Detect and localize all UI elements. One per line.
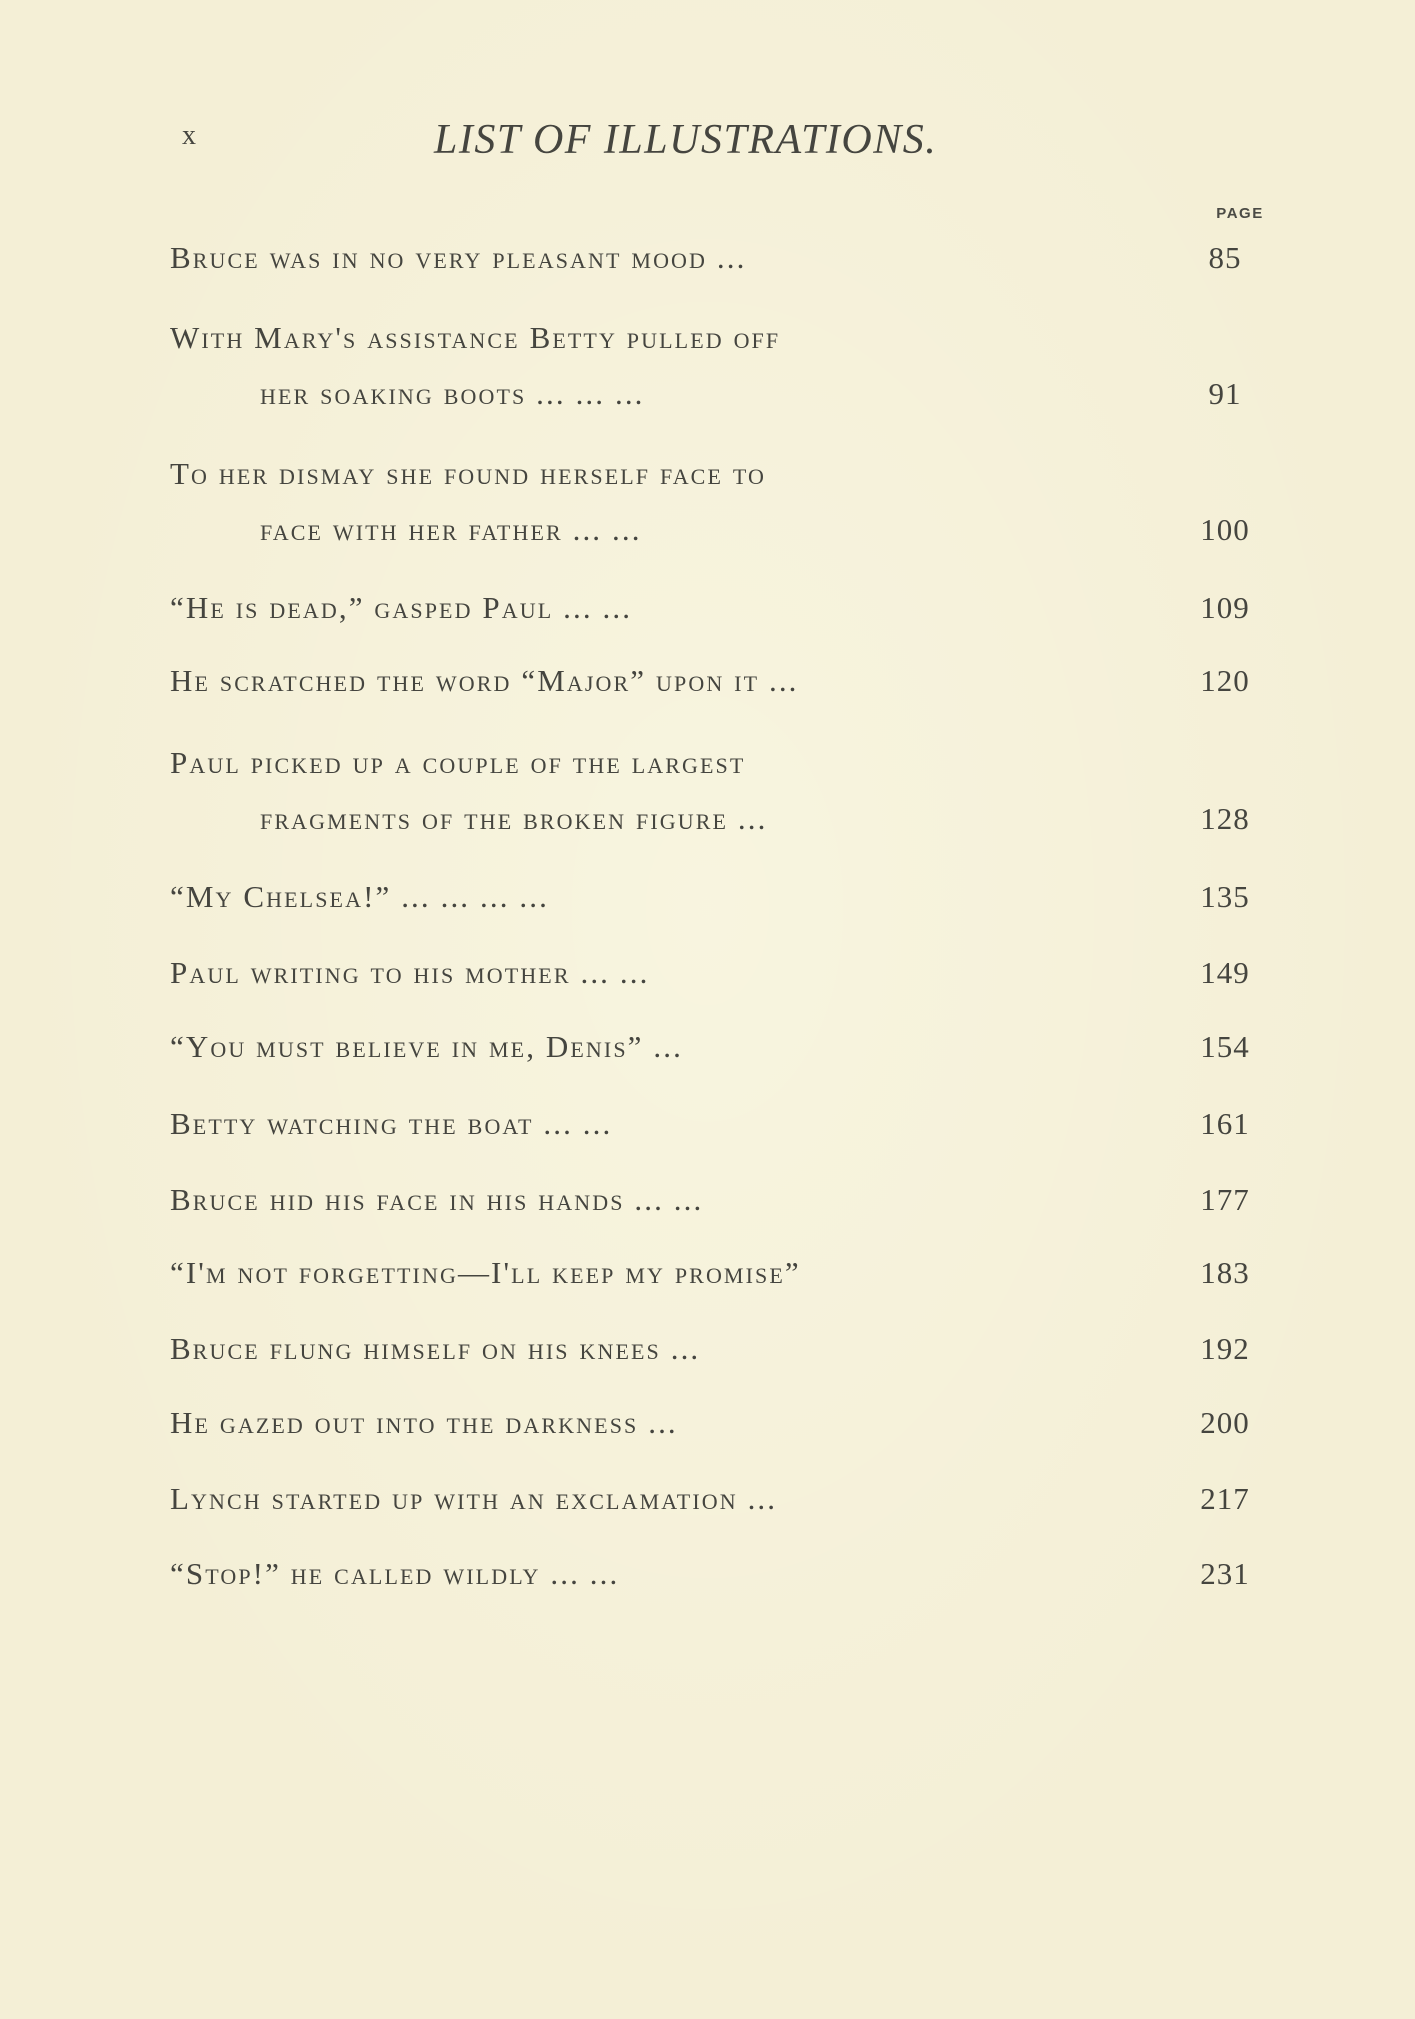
entry-page-number: 192: [1200, 1331, 1250, 1366]
list-item: [170, 1180, 1270, 1220]
list-item: [170, 318, 1270, 414]
entry-page-number: 161: [1200, 1106, 1250, 1141]
entry-caption-line: He gazed out into the darkness ...: [170, 1405, 678, 1440]
list-item: [170, 1253, 1270, 1293]
entry-page-number: 200: [1200, 1405, 1250, 1440]
list-item: [170, 1479, 1270, 1519]
list-item: [170, 743, 1270, 839]
entry-caption-line: Paul writing to his mother ... ...: [170, 955, 650, 990]
entry-page-number: 91: [1208, 376, 1242, 411]
list-item: [170, 877, 1270, 917]
list-item: [170, 588, 1270, 628]
entry-caption-line: “I'm not forgetting—I'll keep my promise”: [170, 1255, 801, 1290]
entry-page-number: 183: [1200, 1255, 1250, 1290]
entry-caption-line: With Mary's assistance Betty pulled off: [170, 320, 781, 355]
entry-page-number: 85: [1208, 240, 1242, 275]
entry-caption-line: He scratched the word “Major” upon it ...: [170, 663, 799, 698]
running-head: [0, 116, 1415, 166]
entry-caption-line: “He is dead,” gasped Paul ... ...: [170, 590, 633, 625]
entry-page-number: 135: [1200, 879, 1250, 914]
entry-caption-line: “Stop!” he called wildly ... ...: [170, 1556, 620, 1591]
entry-caption-line: “My Chelsea!” ... ... ... ...: [170, 879, 549, 914]
entry-page-number: 109: [1200, 590, 1250, 625]
page-title: LIST OF ILLUSTRATIONS.: [434, 117, 938, 163]
entry-page-number: 100: [1200, 512, 1250, 547]
entry-page-number: 154: [1200, 1029, 1250, 1064]
page-column-label: PAGE: [1216, 205, 1264, 222]
list-item: [170, 454, 1270, 550]
entry-caption-line: face with her father ... ...: [260, 512, 642, 547]
list-item: [170, 238, 1270, 278]
entry-page-number: 217: [1200, 1481, 1250, 1516]
entry-caption-line: To her dismay she found herself face to: [170, 456, 766, 491]
list-item: [170, 1329, 1270, 1369]
list-item: [170, 1104, 1270, 1144]
entry-caption-line: Bruce was in no very pleasant mood ...: [170, 240, 747, 275]
entry-caption-line: Bruce flung himself on his knees ...: [170, 1331, 701, 1366]
list-item: [170, 1027, 1270, 1067]
entry-caption-line: Bruce hid his face in his hands ... ...: [170, 1182, 704, 1217]
entry-caption-line: Paul picked up a couple of the largest: [170, 745, 746, 780]
entry-page-number: 231: [1200, 1556, 1250, 1591]
entry-page-number: 120: [1200, 663, 1250, 698]
list-item: [170, 661, 1270, 701]
entry-page-number: 177: [1200, 1182, 1250, 1217]
entry-caption-line: fragments of the broken figure ...: [260, 801, 768, 836]
entry-caption-line: Lynch started up with an exclamation ...: [170, 1481, 778, 1516]
list-item: [170, 953, 1270, 993]
entry-caption-line: “You must believe in me, Denis” ...: [170, 1029, 683, 1064]
entry-caption-line: her soaking boots ... ... ...: [260, 376, 645, 411]
entry-caption-line: Betty watching the boat ... ...: [170, 1106, 613, 1141]
page-folio: x: [182, 120, 197, 151]
list-item: [170, 1403, 1270, 1443]
entry-page-number: 149: [1200, 955, 1250, 990]
list-item: [170, 1554, 1270, 1594]
entry-page-number: 128: [1200, 801, 1250, 836]
